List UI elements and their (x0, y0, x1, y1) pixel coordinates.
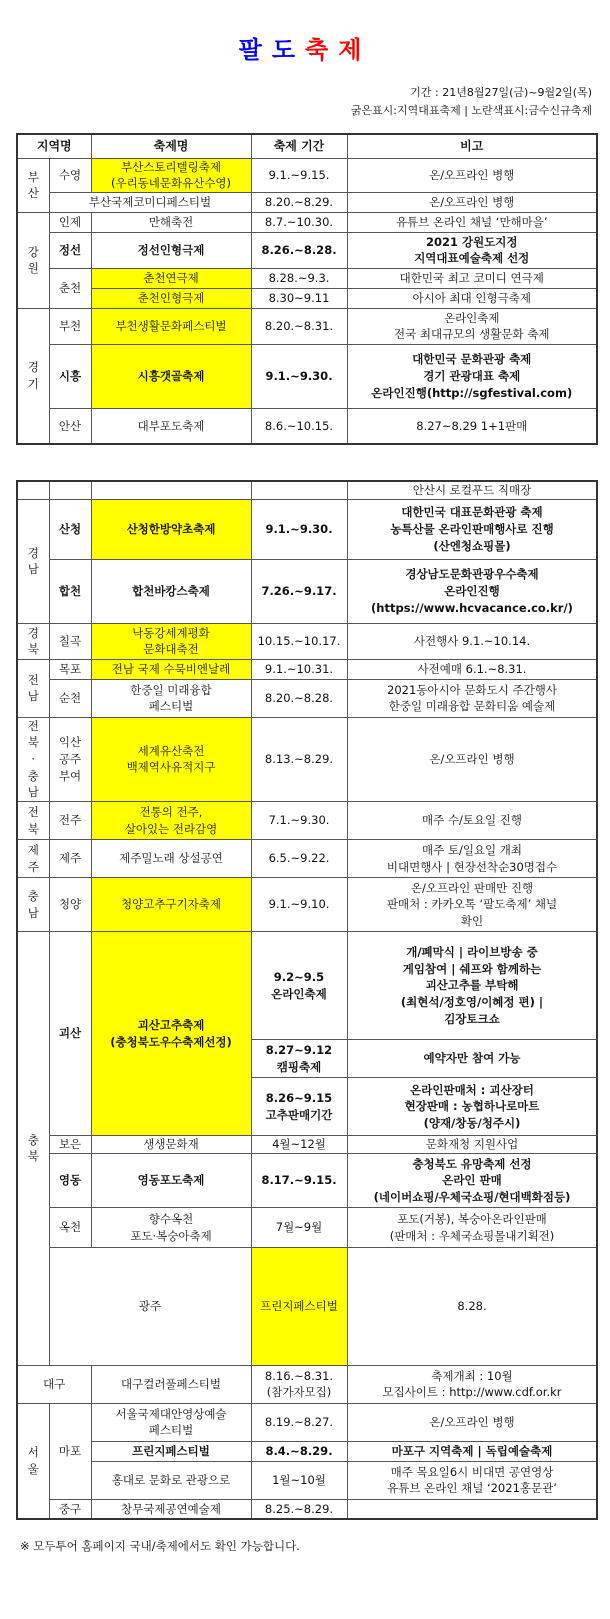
table-cell: 8.27~9.12 캠핑축제 (251, 1040, 347, 1078)
table-cell: 9.1.~9.30. (251, 344, 347, 408)
table-row (17, 212, 597, 232)
table-cell: 프린지페스티벌 (91, 1441, 251, 1461)
table-cell: 경 북 (17, 623, 49, 659)
table-cell: 세계유산축전 백제역사유적지구 (91, 717, 251, 801)
table-cell: 강 원 (17, 212, 49, 308)
table-cell: 온라인축제 전국 최대규모의 생활문화 축제 (347, 308, 597, 344)
table-cell: 8.4.~8.29. (251, 1441, 347, 1461)
table-row (17, 679, 597, 717)
table-cell: 전 북 · 충 남 (17, 717, 49, 801)
table-cell: 8.20.~8.28. (251, 679, 347, 717)
table-row (17, 623, 597, 659)
table-cell: 익산 공주 부여 (49, 717, 91, 801)
table-header-row (17, 134, 597, 158)
table-cell: 옥천 (49, 1208, 91, 1248)
table-row (17, 268, 597, 288)
table-cell: 8.30~9.11 (251, 288, 347, 308)
table-cell: 8.16.~8.31. (참가자모집) (251, 1365, 347, 1403)
title-char: 제 (338, 36, 372, 64)
table-cell: 시흥갯골축제 (91, 344, 251, 408)
table-cell: 부천생활문화페스티벌 (91, 308, 251, 344)
table-row (17, 1154, 597, 1208)
table-row (17, 878, 597, 932)
table-cell (17, 481, 49, 499)
table-row (17, 840, 597, 878)
table-cell: 8.27~8.29 1+1판매 (347, 408, 597, 444)
table-cell: 온/오프라인 판매만 진행 판매처 : 카카오톡 ‘팔도축제’ 채널 확인 (347, 878, 597, 932)
header-period: 축제 기간 (251, 134, 347, 158)
table-cell (91, 481, 251, 499)
table-cell: 대한민국 문화관광 축제 경기 관광대표 축제 온라인진행(http://sgfestival.com) (347, 344, 597, 408)
table-cell: 전남 국제 수묵비엔날레 (91, 659, 251, 679)
table-cell: 7.1.~9.30. (251, 802, 347, 840)
table-cell: 9.1.~9.10. (251, 878, 347, 932)
table-cell: 대한민국 최고 코미디 연극제 (347, 268, 597, 288)
table-cell: 8.26.~8.28. (251, 232, 347, 268)
table-cell: 충 남 (17, 878, 49, 932)
table-cell: 9.1.~9.30. (251, 499, 347, 559)
table-cell: 안산 (49, 408, 91, 444)
table-cell: 부천 (49, 308, 91, 344)
footnote: ※ 모두투어 홈페이지 국내/축제에서도 확인 가능합니다. (20, 1539, 300, 1553)
table-cell: 제 주 (17, 840, 49, 878)
table-cell: 대부포도축제 (91, 408, 251, 444)
table-cell: 합천바캉스축제 (91, 559, 251, 623)
table-cell: 8.6.~10.15. (251, 408, 347, 444)
table-row (17, 802, 597, 840)
table-cell: 4월~12월 (251, 1136, 347, 1154)
table-cell: 수영 (49, 158, 91, 192)
table-cell: 매주 수/토요일 진행 (347, 802, 597, 840)
table-cell: 프린지페스티벌 (251, 1248, 347, 1366)
table-cell: 생생문화재 (91, 1136, 251, 1154)
table-cell: 충청북도 유망축제 선정 온라인 판매 (네이버쇼핑/우체국쇼핑/현대백화점등) (347, 1154, 597, 1208)
table-cell: 서 울 (17, 1403, 49, 1519)
table-cell: 7월~9월 (251, 1208, 347, 1248)
title-char: 팔 (238, 36, 272, 64)
table-cell: 괴산고추축제 (충청북도우수축제선정) (91, 932, 251, 1136)
table-cell: 온라인판매처 : 괴산장터 현장판매 : 농협하나로마트 (양재/창동/청주시) (347, 1078, 597, 1136)
table-row (17, 1208, 597, 1248)
table-row (17, 1461, 597, 1499)
table-row (17, 499, 597, 559)
table-row (17, 1499, 597, 1519)
table-cell: 순천 (49, 679, 91, 717)
table-cell: 광주 (49, 1248, 251, 1366)
table-cell: 9.1.~9.15. (251, 158, 347, 192)
table-cell: 부 산 (17, 158, 49, 212)
table-row (17, 1248, 597, 1366)
table-cell: 8.17.~9.15. (251, 1154, 347, 1208)
header-festival: 축제명 (91, 134, 251, 158)
table-cell: 서울국제대안영상예술 페스티벌 (91, 1403, 251, 1441)
table-cell: 포도(거봉), 복숭아온라인판매 (판매처 : 우체국쇼핑몰내기획전) (347, 1208, 597, 1248)
table-cell: 향수옥천 포도·복숭아축제 (91, 1208, 251, 1248)
table-cell: 시흥 (49, 344, 91, 408)
table-cell: 전주 (49, 802, 91, 840)
title-char: 도 (271, 36, 305, 64)
table-cell: 전 남 (17, 659, 49, 717)
table-cell: 아시아 최대 인형극축제 (347, 288, 597, 308)
table-row (17, 559, 597, 623)
table-row (17, 232, 597, 268)
table-cell: 산청한방약초축제 (91, 499, 251, 559)
table-row (17, 1441, 597, 1461)
page-title (0, 30, 610, 65)
table-row (17, 1403, 597, 1441)
table-cell: 8.28. (347, 1248, 597, 1366)
table-cell: 정선 (49, 232, 91, 268)
table-cell: 경 남 (17, 499, 49, 623)
table-row (17, 1365, 597, 1403)
table-cell: 충 북 (17, 932, 49, 1366)
table-cell: 부산국제코미디페스티벌 (49, 192, 251, 212)
table-cell: 춘천연극제 (91, 268, 251, 288)
table-row (17, 288, 597, 308)
table-row (17, 481, 597, 499)
table-cell: 6.5.~9.22. (251, 840, 347, 878)
table-cell: 대한민국 대표문화관광 축제 농특산물 온라인판매행사로 진행 (산엔청쇼핑몰) (347, 499, 597, 559)
table-cell: 8.20.~8.29. (251, 192, 347, 212)
table-cell: 청양 (49, 878, 91, 932)
table-row (17, 158, 597, 192)
table-row (17, 717, 597, 801)
table-cell: 영동 (49, 1154, 91, 1208)
table-cell: 2021동아시아 문화도시 주간행사 한중일 미래융합 문화티움 예술제 (347, 679, 597, 717)
table-cell: 영동포도축제 (91, 1154, 251, 1208)
table-cell: 문화재청 지원사업 (347, 1136, 597, 1154)
table-cell: 10.15.~10.17. (251, 623, 347, 659)
table-cell: 안산시 로컬푸드 직매장 (347, 481, 597, 499)
table-row (17, 408, 597, 444)
table-cell: 홍대로 문화로 관광으로 (91, 1461, 251, 1499)
table-cell: 8.26~9.15 고추판매기간 (251, 1078, 347, 1136)
table-cell: 한중일 미래융합 페스티벌 (91, 679, 251, 717)
table-cell: 개/폐막식 | 라이브방송 중 게임참여 | 쉐프와 함께하는 괴산고추를 부탁해 (최현석/정호영/이혜정 편) | 김장토크쇼 (347, 932, 597, 1040)
table-cell: 온/오프라인 병행 (347, 158, 597, 192)
table-row (17, 659, 597, 679)
table-cell: 8.7.~10.30. (251, 212, 347, 232)
table-cell: 2021 강원도지정 지역대표예술축제 선정 (347, 232, 597, 268)
table-cell: 춘천인형극제 (91, 288, 251, 308)
table-row (17, 932, 597, 1040)
table-cell: 춘천 (49, 268, 91, 308)
table-cell: 경 기 (17, 308, 49, 444)
table-cell: 8.25.~8.29. (251, 1499, 347, 1519)
table-cell: 8.20.~8.31. (251, 308, 347, 344)
header-note: 비고 (347, 134, 597, 158)
table-cell: 마포구 지역축제 | 독립예술축제 (347, 1441, 597, 1461)
festival-table-2 (16, 480, 598, 1520)
table-cell: 온/오프라인 병행 (347, 192, 597, 212)
table-cell (49, 481, 91, 499)
table-cell: 온/오프라인 병행 (347, 717, 597, 801)
table-cell: 전 북 (17, 802, 49, 840)
table-cell: 예약자만 참여 가능 (347, 1040, 597, 1078)
table-cell: 대구컬러풀페스티벌 (91, 1365, 251, 1403)
table-row (17, 1136, 597, 1154)
table-cell: 1월~10월 (251, 1461, 347, 1499)
table-cell: 인제 (49, 212, 91, 232)
festival-table-1 (16, 133, 598, 445)
table-cell: 제주 (49, 840, 91, 878)
table-cell: 경상남도문화관광우수축제 온라인진행 (https://www.hcvacance.co.kr/) (347, 559, 597, 623)
table-cell: 중구 (49, 1499, 91, 1519)
table-cell: 청양고추구기자축제 (91, 878, 251, 932)
table-cell: 8.28.~9.3. (251, 268, 347, 288)
table-cell: 정선인형극제 (91, 232, 251, 268)
table-row (17, 192, 597, 212)
table-cell: 9.2~9.5 온라인축제 (251, 932, 347, 1040)
table-cell: 축제개최 : 10월 모집사이트 : http://www.cdf.or.kr (347, 1365, 597, 1403)
table-cell: 부산스토리텔링축제 (우리동네문화유산수영) (91, 158, 251, 192)
table-cell: 사전예매 6.1.~8.31. (347, 659, 597, 679)
table-cell: 합천 (49, 559, 91, 623)
table-cell: 마포 (49, 1403, 91, 1499)
table-cell: 괴산 (49, 932, 91, 1136)
header-region: 지역명 (17, 134, 91, 158)
table-cell: 7.26.~9.17. (251, 559, 347, 623)
table-cell: 창무국제공연예술제 (91, 1499, 251, 1519)
table-cell: 만해축전 (91, 212, 251, 232)
table-cell: 칠곡 (49, 623, 91, 659)
table-row (17, 308, 597, 344)
table-cell: 매주 목요일6시 비대면 공연영상 유튜브 온라인 채널 ‘2021홍문관’ (347, 1461, 597, 1499)
table-cell: 9.1.~10.31. (251, 659, 347, 679)
table-cell: 산청 (49, 499, 91, 559)
table-cell: 온/오프라인 병행 (347, 1403, 597, 1441)
table-row (17, 344, 597, 408)
table-cell (251, 481, 347, 499)
table-cell: 8.19.~8.27. (251, 1403, 347, 1441)
table-cell: 낙동강세계평화 문화대축전 (91, 623, 251, 659)
table-cell: 사전행사 9.1.~10.14. (347, 623, 597, 659)
table-cell: 유튜브 온라인 채널 ‘만해마을’ (347, 212, 597, 232)
table-cell: 보은 (49, 1136, 91, 1154)
event-period: 기간 : 21년8월27일(금)~9월2일(목) (410, 86, 592, 99)
table-cell: 8.13.~8.29. (251, 717, 347, 801)
table-cell: 대구 (17, 1365, 91, 1403)
legend-note: 굵은표시:지역대표축제 | 노란색표시:금수신규축제 (350, 104, 592, 117)
table-cell: 목포 (49, 659, 91, 679)
table-cell (347, 1499, 597, 1519)
title-char: 축 (305, 36, 339, 64)
table-cell: 매주 토/일요일 개최 비대면행사 | 현장선착순30명접수 (347, 840, 597, 878)
table-cell: 제주밀노래 상설공연 (91, 840, 251, 878)
table-cell: 전통의 전주, 살아있는 전라감영 (91, 802, 251, 840)
